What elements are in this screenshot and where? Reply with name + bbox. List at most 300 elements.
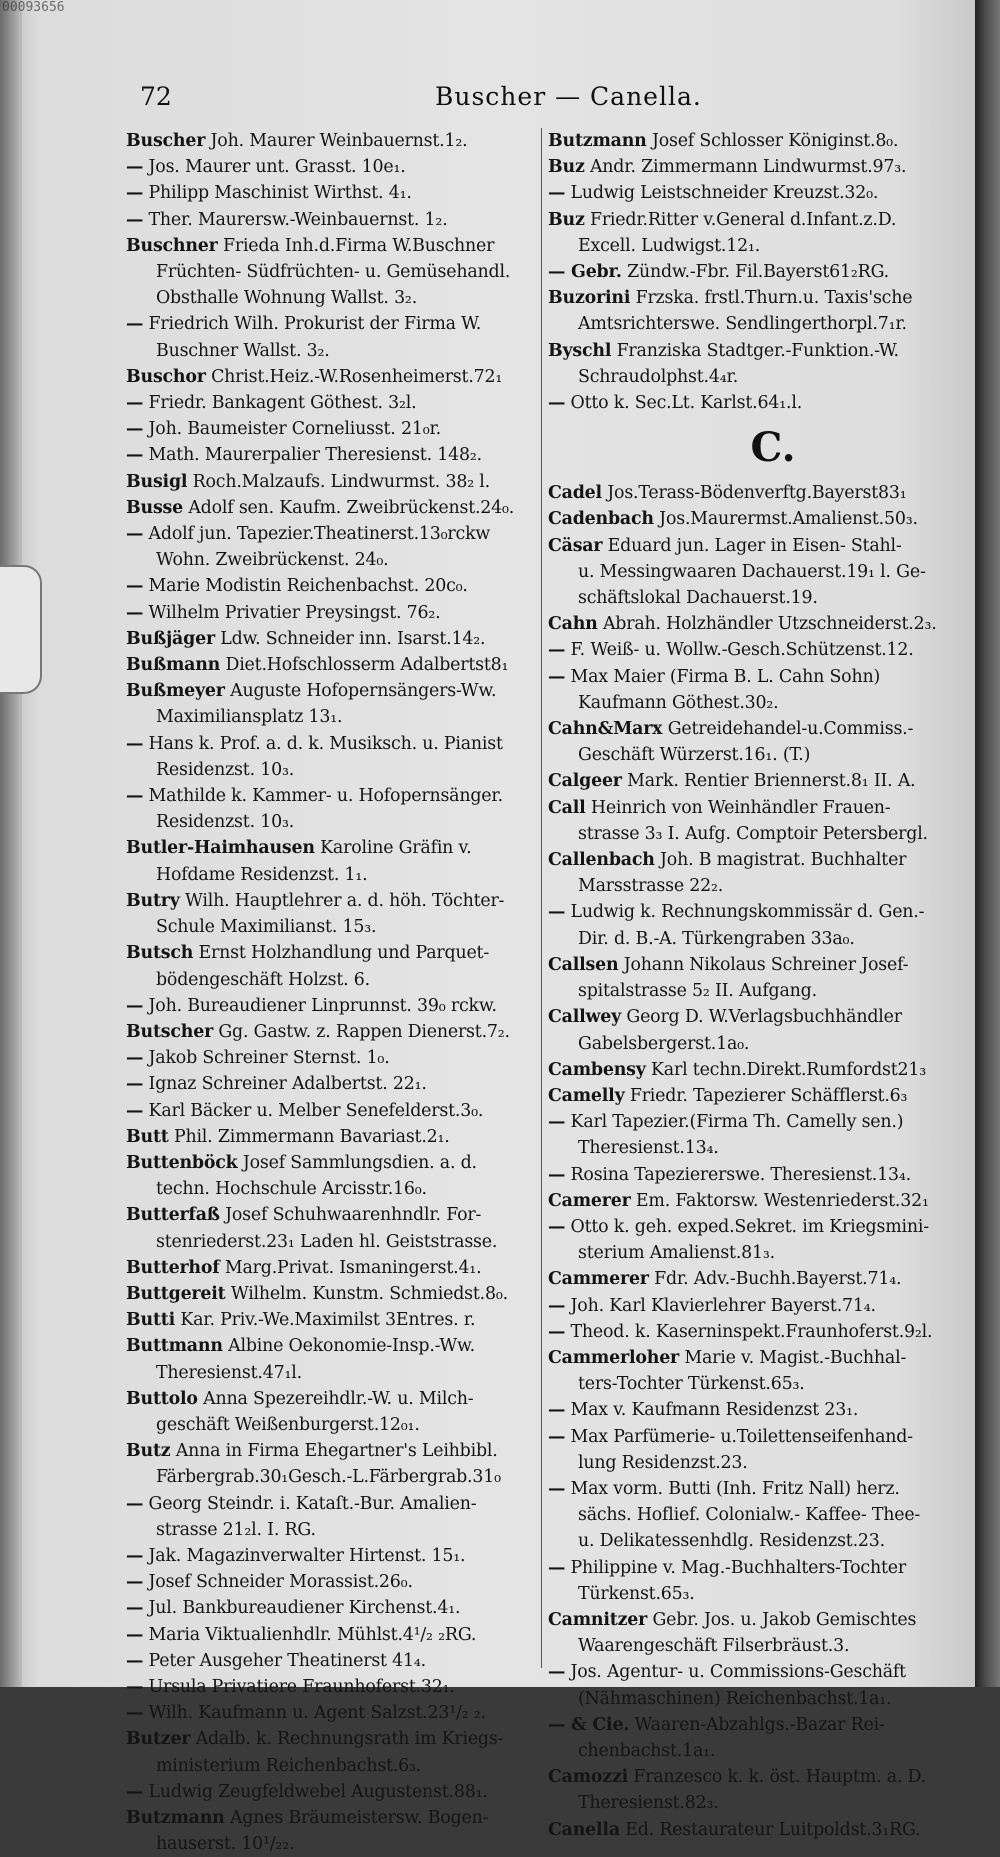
entry-surname: Cäsar — [548, 535, 603, 556]
entry-text: Frzska. frstl.Thurn.u. Taxis'sche — [635, 288, 913, 309]
entry-surname: — — [126, 157, 144, 178]
directory-entry — [126, 1595, 536, 1621]
entry-surname: — — [126, 786, 144, 807]
entry-text: bödengeschäft Holzst. 6. — [156, 969, 370, 990]
directory-entry — [126, 1307, 536, 1333]
directory-entry — [126, 731, 536, 757]
entry-text: ters-Tochter Türkenst.65₃. — [578, 1374, 805, 1395]
page-number: 72 — [140, 82, 172, 111]
entry-text: Philippine v. Mag.-Buchhalters-Tochter — [570, 1557, 906, 1578]
directory-entry — [548, 506, 948, 532]
entry-text: Abrah. Holzhändler Utzschneiderst.2₃. — [602, 614, 937, 635]
entry-surname: Byschl — [548, 340, 612, 361]
entry-surname: — & Cie. — [548, 1714, 630, 1735]
entry-text: Diet.Hofschlosserm Adalbertst8₁ — [225, 655, 509, 676]
entry-text: Zündw.-Fbr. Fil.Bayerst61₂RG. — [627, 262, 889, 283]
entry-text: Residenzst. 10₃. — [156, 812, 295, 833]
entry-continuation — [126, 757, 536, 783]
entry-surname: Callsen — [548, 954, 619, 975]
entry-continuation — [548, 1240, 948, 1266]
directory-entry — [548, 390, 948, 416]
directory-entry — [126, 652, 536, 678]
entry-text: Färbergrab.30₁Gesch.-L.Färbergrab.31₀ — [156, 1467, 501, 1488]
entry-continuation — [548, 873, 948, 899]
entry-text: Jos.Maurermst.Amalienst.50₃. — [659, 509, 918, 530]
entry-text: Otto k. Sec.Lt. Karlst.64₁.l. — [570, 393, 803, 414]
entry-text: Residenzst. 10₃. — [156, 759, 295, 780]
entry-text: (Nähmaschinen) Reichenbachst.1a₁. — [578, 1688, 892, 1709]
directory-entry — [126, 573, 536, 599]
directory-entry — [126, 180, 536, 206]
entry-surname: Cammerer — [548, 1269, 649, 1290]
entry-text: Adalb. k. Rechnungsrath im Kriegs- — [195, 1729, 504, 1750]
entry-surname: Butterfaß — [126, 1205, 220, 1226]
directory-entry — [548, 1214, 948, 1240]
entry-text: Franzesco k. k. öst. Hauptm. a. D. — [633, 1767, 926, 1788]
entry-continuation — [126, 259, 536, 285]
entry-text: Frieda Inh.d.Firma W.Buschner — [222, 235, 495, 256]
entry-continuation — [126, 1176, 536, 1202]
entry-surname: Busigl — [126, 471, 188, 492]
entry-continuation — [126, 809, 536, 835]
entry-text: Jos. Maurer unt. Grasst. 10e₁. — [148, 157, 406, 178]
entry-text: Joh. B magistrat. Buchhalter — [660, 850, 907, 871]
directory-entry — [126, 1438, 536, 1464]
directory-entry — [126, 1045, 536, 1071]
entry-surname: — — [548, 1321, 566, 1342]
entry-text: Amtsrichterswe. Sendlingerthorpl.7₁r. — [578, 314, 907, 335]
entry-text: Wilh. Kaufmann u. Agent Salzst.23¹/₂ ₂. — [148, 1703, 486, 1724]
entry-surname: Cammerloher — [548, 1347, 680, 1368]
entry-text: Schraudolphst.4₄r. — [578, 366, 739, 387]
directory-entry — [548, 338, 948, 364]
entry-text: Türkenst.65₃. — [578, 1583, 695, 1604]
directory-entry — [126, 940, 536, 966]
entry-surname: Bußmeyer — [126, 681, 225, 702]
entry-text: Ed. Restaurateur Luitpoldst.3₁RG. — [625, 1819, 921, 1840]
entry-surname: Buschor — [126, 366, 206, 387]
entry-surname: Butz — [126, 1441, 171, 1462]
directory-entry — [126, 1622, 536, 1648]
entry-text: Fdr. Adv.-Buchh.Bayerst.71₄. — [654, 1269, 902, 1290]
entry-surname: Buz — [548, 209, 585, 230]
page-clip-mark — [0, 565, 42, 694]
entry-surname: Cadenbach — [548, 509, 654, 530]
directory-entry — [548, 533, 948, 559]
entry-surname: Butzer — [126, 1729, 191, 1750]
entry-text: Karl Tapezier.(Firma Th. Camelly sen.) — [570, 1112, 904, 1133]
directory-entry — [126, 1019, 536, 1045]
entry-surname: Bußmann — [126, 655, 221, 676]
entry-text: Georg Steindr. i. Kataſt.-Bur. Amalien- — [148, 1493, 477, 1514]
directory-entry — [126, 154, 536, 180]
entry-surname: — — [126, 576, 144, 597]
entry-text: strasse 21₂l. I. RG. — [156, 1519, 316, 1540]
entry-text: Phil. Zimmermann Bavariast.2₁. — [173, 1126, 450, 1147]
directory-entry — [126, 311, 536, 337]
entry-continuation — [548, 978, 948, 1004]
entry-text: Friedr. Tapezierer Schäfflerst.6₃ — [629, 1085, 908, 1106]
entry-text: lung Residenzst.23. — [578, 1452, 748, 1473]
entry-continuation — [548, 311, 948, 337]
directory-entry — [548, 1162, 948, 1188]
entry-text: Marie Modistin Reichenbachst. 20c₀. — [148, 576, 468, 597]
entry-text: Max Maier (Firma B. L. Cahn Sohn) — [570, 666, 881, 687]
entry-surname: — — [548, 666, 566, 687]
entry-surname: — — [126, 1493, 144, 1514]
entry-text: Theresienst.13₄. — [578, 1138, 719, 1159]
entry-continuation — [126, 547, 536, 573]
entry-surname: — — [126, 733, 144, 754]
directory-entry — [548, 259, 948, 285]
entry-surname: Camnitzer — [548, 1609, 648, 1630]
directory-entry — [548, 1659, 948, 1685]
entry-text: sächs. Hoflief. Colonialw.- Kaffee- Thee- — [578, 1505, 921, 1526]
right-column-top — [548, 128, 948, 416]
entry-surname: — — [548, 183, 566, 204]
entry-surname: — — [548, 1426, 566, 1447]
entry-text: Theresienst.47₁l. — [156, 1362, 302, 1383]
directory-entry — [126, 1071, 536, 1097]
entry-continuation — [548, 1135, 948, 1161]
entry-text: Geschäft Würzerst.16₁. (T.) — [578, 745, 811, 766]
entry-text: Friedrich Wilh. Prokurist der Firma W. — [148, 314, 482, 335]
directory-entry — [126, 442, 536, 468]
entry-text: sterium Amalienst.81₃. — [578, 1243, 776, 1264]
entry-text: spitalstrasse 5₂ II. Aufgang. — [578, 981, 817, 1002]
directory-entry — [548, 1319, 948, 1345]
entry-text: Dir. d. B.-A. Türkengraben 33a₀. — [578, 928, 855, 949]
entry-surname: Butzmann — [548, 131, 647, 151]
entry-surname: Butterhof — [126, 1257, 220, 1278]
directory-entry — [126, 1124, 536, 1150]
entry-text: Otto k. geh. exped.Sekret. im Kriegsmini- — [570, 1216, 929, 1237]
directory-entry — [126, 521, 536, 547]
directory-entry — [548, 1266, 948, 1292]
entry-surname: — — [126, 1100, 144, 1121]
entry-continuation — [126, 1360, 536, 1386]
entry-continuation — [126, 862, 536, 888]
entry-continuation — [548, 1633, 948, 1659]
entry-text: Wohn. Zweibrückenst. 24₀. — [156, 550, 389, 571]
entry-text: u. Delikatessenhdlg. Residenzst.23. — [578, 1531, 885, 1552]
entry-surname: — — [548, 1662, 566, 1683]
entry-text: Hans k. Prof. a. d. k. Musiksch. u. Pianist — [148, 733, 503, 754]
entry-surname: Butti — [126, 1310, 176, 1331]
entry-text: Rosina Tapeziererswe. Theresienst.13₄. — [570, 1164, 911, 1185]
directory-entry — [548, 1293, 948, 1319]
entry-text: Jos. Agentur- u. Commissions-Geschäft — [570, 1662, 906, 1683]
entry-text: Philipp Maschinist Wirthst. 4₁. — [148, 183, 412, 204]
entry-text: Christ.Heiz.-W.Rosenheimerst.72₁ — [211, 366, 503, 387]
entry-surname: — — [126, 602, 144, 623]
entry-text: Maximiliansplatz 13₁. — [156, 707, 343, 728]
directory-entry — [548, 611, 948, 637]
entry-text: Johann Nikolaus Schreiner Josef- — [623, 954, 909, 975]
entry-continuation — [548, 585, 948, 611]
entry-surname: Buz — [548, 157, 585, 178]
entry-text: Ldw. Schneider inn. Isarst.14₂. — [220, 628, 486, 649]
directory-entry — [548, 207, 948, 233]
entry-surname: Buttgereit — [126, 1283, 226, 1304]
entry-surname: — — [548, 1400, 566, 1421]
entry-text: hauserst. 10¹/₂₂. — [156, 1834, 295, 1855]
entry-text: Gg. Gastw. z. Rappen Dienerst.7₂. — [218, 1021, 510, 1042]
entry-text: Math. Maurerpalier Theresienst. 148₂. — [148, 445, 482, 466]
entry-surname: — — [126, 524, 144, 545]
directory-entry — [548, 180, 948, 206]
entry-surname: Canella — [548, 1819, 620, 1840]
entry-surname: — — [548, 640, 566, 661]
entry-surname: — — [126, 1650, 144, 1671]
entry-surname: Camerer — [548, 1190, 631, 1211]
entry-text: techn. Hochschule Arcisstr.16₀. — [156, 1179, 427, 1200]
directory-entry — [548, 768, 948, 794]
page-header — [130, 82, 940, 122]
entry-continuation — [126, 967, 536, 993]
entry-surname: — — [548, 1557, 566, 1578]
directory-entry — [548, 899, 948, 925]
entry-text: Gabelsbergerst.1a₀. — [578, 1033, 750, 1054]
entry-surname: — — [126, 1703, 144, 1724]
directory-entry — [548, 1188, 948, 1214]
entry-text: Karoline Gräfin v. — [320, 838, 472, 859]
entry-surname: — — [548, 1295, 566, 1316]
entry-continuation — [126, 914, 536, 940]
directory-entry — [548, 1083, 948, 1109]
directory-entry — [126, 495, 536, 521]
directory-entry — [126, 390, 536, 416]
entry-text: Eduard jun. Lager in Eisen- Stahl- — [607, 535, 902, 556]
entry-continuation — [126, 1517, 536, 1543]
directory-entry — [126, 1674, 536, 1700]
entry-continuation — [548, 1528, 948, 1554]
entry-continuation — [548, 1790, 948, 1816]
entry-text: Waaren-Abzahlgs.-Bazar Rei- — [634, 1714, 885, 1735]
directory-entry — [548, 1004, 948, 1030]
entry-continuation — [548, 1738, 948, 1764]
entry-text: Jakob Schreiner Sternst. 1₀. — [148, 1048, 390, 1069]
directory-entry — [126, 888, 536, 914]
entry-text: Joh. Karl Klavierlehrer Bayerst.71₄. — [570, 1295, 876, 1316]
entry-surname: — Gebr. — [548, 262, 622, 283]
entry-continuation — [126, 1412, 536, 1438]
entry-text: Franziska Stadtger.-Funktion.-W. — [616, 340, 899, 361]
entry-text: Ignaz Schreiner Adalbertst. 22₁. — [148, 1074, 427, 1095]
entry-surname: — — [126, 1572, 144, 1593]
entry-surname: Camozzi — [548, 1767, 629, 1788]
entry-text: Gebr. Jos. u. Jakob Gemischtes — [652, 1609, 917, 1630]
entry-text: Agnes Bräumeistersw. Bogen- — [229, 1808, 489, 1828]
entry-text: Josef Schneider Morassist.26₀. — [148, 1572, 413, 1593]
directory-entry — [548, 1476, 948, 1502]
entry-continuation — [548, 559, 948, 585]
entry-continuation — [548, 1450, 948, 1476]
directory-entry — [548, 1057, 948, 1083]
entry-continuation — [126, 285, 536, 311]
entry-text: Hofdame Residenzst. 1₁. — [156, 864, 368, 885]
entry-continuation — [126, 1753, 536, 1779]
directory-entry — [126, 1779, 536, 1805]
entry-surname: — — [126, 209, 144, 230]
directory-entry — [548, 795, 948, 821]
directory-entry — [126, 1491, 536, 1517]
entry-surname: Cahn&Marx — [548, 719, 663, 740]
entry-text: Ludwig Zeugfeldwebel Augustenst.88₁. — [148, 1781, 488, 1802]
directory-entry — [126, 1543, 536, 1569]
entry-text: Theresienst.82₃. — [578, 1793, 719, 1814]
entry-text: Früchten- Südfrüchten- u. Gemüsehandl. — [156, 262, 511, 283]
entry-text: Wilh. Hauptlehrer a. d. höh. Töchter- — [184, 890, 505, 911]
entry-continuation — [548, 926, 948, 952]
directory-entry — [126, 128, 536, 154]
book-edge — [975, 0, 1000, 1687]
entry-text: Max v. Kaufmann Residenzst 23₁. — [570, 1400, 859, 1421]
entry-continuation — [548, 1031, 948, 1057]
entry-text: Joh. Maurer Weinbauernst.1₂. — [210, 131, 468, 151]
letter-heading: C. — [750, 424, 796, 472]
binding-shadow — [0, 0, 22, 1687]
column-rule — [541, 128, 542, 1668]
entry-text: Schule Maximilianst. 15₃. — [156, 917, 377, 938]
entry-surname: Callwey — [548, 1007, 622, 1028]
entry-surname: Calgeer — [548, 771, 622, 792]
entry-surname: Bußjäger — [126, 628, 215, 649]
entry-text: Maria Viktualienhdlr. Mühlst.4¹/₂ ₂RG. — [148, 1624, 477, 1645]
entry-text: Waarengeschäft Filserbräust.3. — [578, 1636, 850, 1657]
entry-surname: — — [126, 1074, 144, 1095]
entry-text: Mathilde k. Kammer- u. Hofopernsänger. — [148, 786, 503, 807]
directory-entry — [126, 993, 536, 1019]
entry-continuation — [126, 338, 536, 364]
entry-text: Max vorm. Butti (Inh. Fritz Nall) herz. — [570, 1478, 900, 1499]
right-column-bottom — [548, 480, 948, 1843]
entry-text: Obsthalle Wohnung Wallst. 3₂. — [156, 288, 418, 309]
entry-surname: Buscher — [126, 131, 206, 151]
entry-text: Excell. Ludwigst.12₁. — [578, 235, 761, 256]
entry-text: Max Parfümerie- u.Toilettenseifenhand- — [570, 1426, 913, 1447]
entry-text: Auguste Hofopernsängers-Ww. — [230, 681, 497, 702]
scan-label: 00093656 — [2, 0, 65, 15]
entry-surname: — — [548, 1164, 566, 1185]
entry-text: Karl techn.Direkt.Rumfordst21₃ — [651, 1059, 927, 1080]
entry-text: Josef Schlosser Königinst.8₀. — [651, 131, 899, 151]
directory-entry — [548, 1817, 948, 1843]
entry-surname: — — [126, 393, 144, 414]
entry-surname: Buttenböck — [126, 1152, 238, 1173]
directory-entry — [126, 364, 536, 390]
directory-entry — [548, 285, 948, 311]
entry-text: u. Messingwaaren Dachauerst.19₁ l. Ge- — [578, 561, 926, 582]
entry-text: F. Weiß- u. Wollw.-Gesch.Schützenst.12. — [570, 640, 914, 661]
entry-text: Jul. Bankbureaudiener Kirchenst.4₁. — [148, 1598, 461, 1619]
entry-text: Roch.Malzaufs. Lindwurmst. 38₂ l. — [192, 471, 490, 492]
entry-continuation — [548, 364, 948, 390]
directory-entry — [126, 1098, 536, 1124]
entry-surname: — — [548, 1112, 566, 1133]
entry-text: geschäft Weißenburgerst.12₀₁. — [156, 1414, 420, 1435]
directory-entry — [548, 480, 948, 506]
entry-text: chenbachst.1a₁. — [578, 1740, 716, 1761]
directory-entry — [548, 664, 948, 690]
entry-continuation — [548, 1686, 948, 1712]
entry-surname: Butzmann — [126, 1808, 225, 1828]
entry-text: Marie v. Magist.-Buchhal- — [684, 1347, 907, 1368]
entry-text: Albine Oekonomie-Insp.-Ww. — [228, 1336, 475, 1357]
entry-surname: Butscher — [126, 1021, 214, 1042]
entry-continuation — [126, 1464, 536, 1490]
directory-entry — [126, 1333, 536, 1359]
directory-entry — [548, 1712, 948, 1738]
directory-entry — [126, 1281, 536, 1307]
entry-text: Andr. Zimmermann Lindwurmst.97₃. — [589, 157, 907, 178]
directory-entry — [548, 1397, 948, 1423]
entry-surname: Camelly — [548, 1085, 625, 1106]
entry-continuation — [548, 690, 948, 716]
entry-text: Anna Spezereihdlr.-W. u. Milch- — [203, 1388, 474, 1409]
entry-surname: — — [126, 445, 144, 466]
entry-surname: — — [126, 1624, 144, 1645]
entry-text: Kaufmann Göthest.30₂. — [578, 692, 779, 713]
directory-entry — [548, 1109, 948, 1135]
entry-surname: Call — [548, 797, 586, 818]
entry-surname: — — [126, 1781, 144, 1802]
entry-continuation — [548, 1371, 948, 1397]
directory-entry — [548, 637, 948, 663]
entry-continuation — [126, 1831, 536, 1857]
entry-text: Anna in Firma Ehegartner's Leihbibl. — [175, 1441, 498, 1462]
directory-entry — [126, 1726, 536, 1752]
entry-continuation — [548, 1581, 948, 1607]
directory-entry — [126, 233, 536, 259]
entry-text: Ernst Holzhandlung und Parquet- — [198, 943, 490, 964]
entry-continuation — [126, 704, 536, 730]
directory-entry — [548, 952, 948, 978]
directory-entry — [126, 1255, 536, 1281]
entry-surname: — — [126, 1676, 144, 1697]
entry-continuation — [548, 1502, 948, 1528]
entry-text: Marg.Privat. Ismaningerst.4₁. — [224, 1257, 482, 1278]
entry-text: Adolf jun. Tapezier.Theatinerst.13₀rckw — [148, 524, 491, 545]
entry-surname: — — [126, 1545, 144, 1566]
entry-surname: — — [126, 183, 144, 204]
entry-continuation — [126, 1229, 536, 1255]
entry-text: Jak. Magazinverwalter Hirtenst. 15₁. — [148, 1545, 466, 1566]
directory-entry — [126, 1569, 536, 1595]
running-title: Buscher — Canella. — [435, 82, 702, 111]
entry-surname: — — [126, 314, 144, 335]
entry-surname: Butry — [126, 890, 180, 911]
entry-text: Heinrich von Weinhändler Frauen- — [590, 797, 891, 818]
entry-text: Friedr. Bankagent Göthest. 3₂l. — [148, 393, 417, 414]
entry-text: Theod. k. Kaserninspekt.Fraunhoferst.9₂l. — [570, 1321, 933, 1342]
entry-surname: Cadel — [548, 483, 602, 504]
entry-surname: Cahn — [548, 614, 598, 635]
entry-text: Jos.Terass-Bödenverftg.Bayerst83₁ — [607, 483, 907, 504]
directory-entry — [126, 678, 536, 704]
directory-entry — [126, 1648, 536, 1674]
directory-entry — [548, 1345, 948, 1371]
directory-entry — [548, 1607, 948, 1633]
entry-surname: — — [126, 995, 144, 1016]
entry-surname: Callenbach — [548, 850, 655, 871]
entry-text: Wilhelm. Kunstm. Schmiedst.8₀. — [230, 1283, 508, 1304]
entry-surname: Buttolo — [126, 1388, 198, 1409]
entry-text: Em. Faktorsw. Westenriederst.32₁ — [635, 1190, 929, 1211]
right-column — [548, 128, 948, 1843]
directory-entry — [126, 416, 536, 442]
entry-text: Wilhelm Privatier Preysingst. 76₂. — [148, 602, 441, 623]
